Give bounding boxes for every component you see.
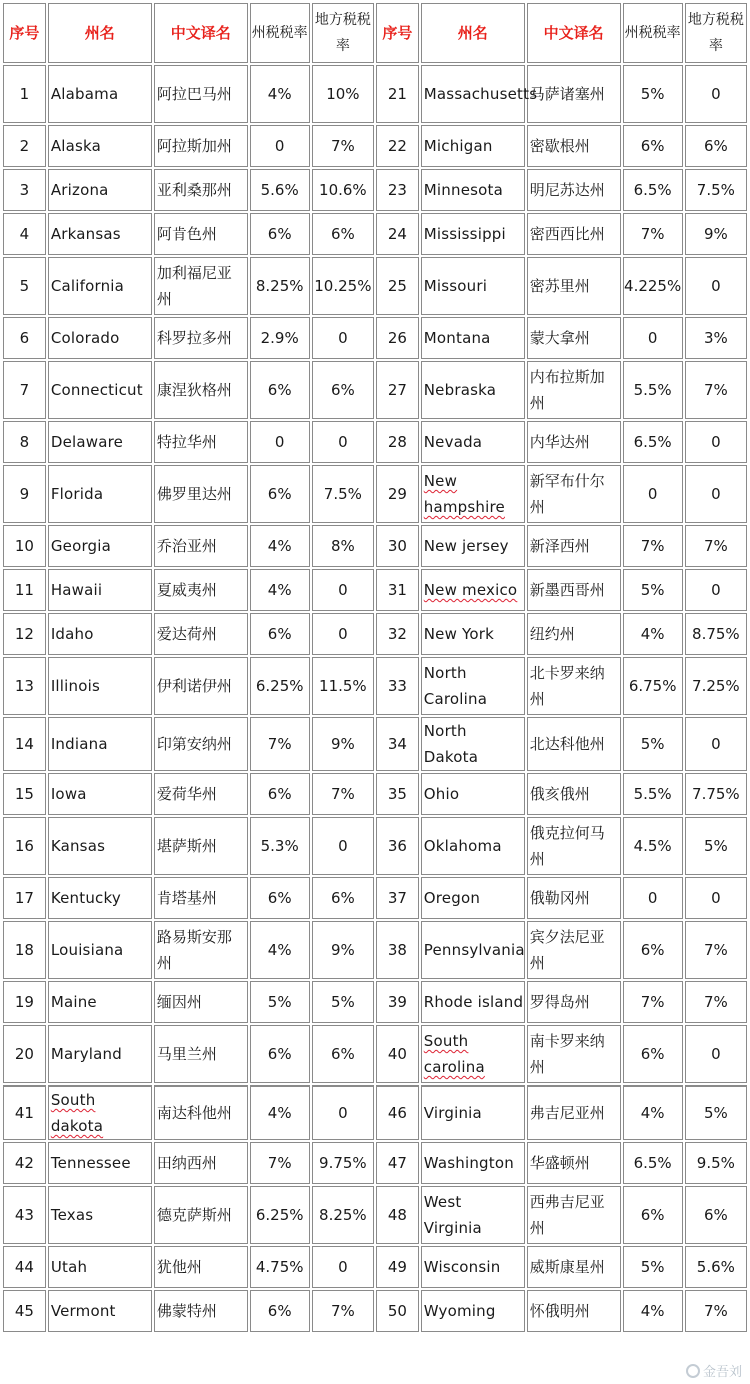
header-state: 州名 (48, 3, 152, 63)
cell-state: Missouri (421, 257, 525, 315)
cell-state: Idaho (48, 613, 152, 655)
cell-chinese: 路易斯安那州 (154, 921, 248, 979)
cell-state-tax: 6% (250, 1025, 310, 1083)
cell-state: South dakota (48, 1085, 152, 1140)
cell-index: 43 (3, 1186, 46, 1244)
cell-state: Maine (48, 981, 152, 1023)
cell-local-tax: 0 (312, 421, 374, 463)
cell-chinese: 佛蒙特州 (154, 1290, 248, 1332)
cell-chinese: 乔治亚州 (154, 525, 248, 567)
cell-chinese: 密苏里州 (527, 257, 621, 315)
cell-local-tax: 11.5% (312, 657, 374, 715)
cell-chinese: 新泽西州 (527, 525, 621, 567)
cell-local-tax: 10.6% (312, 169, 374, 211)
cell-index: 12 (3, 613, 46, 655)
cell-chinese: 犹他州 (154, 1246, 248, 1288)
cell-index: 1 (3, 65, 46, 123)
cell-chinese: 南卡罗来纳州 (527, 1025, 621, 1083)
cell-local-tax: 0 (685, 717, 747, 771)
cell-index: 25 (376, 257, 419, 315)
cell-index: 14 (3, 717, 46, 771)
cell-index: 18 (3, 921, 46, 979)
cell-chinese: 阿拉巴马州 (154, 65, 248, 123)
cell-index: 21 (376, 65, 419, 123)
cell-chinese: 肯塔基州 (154, 877, 248, 919)
cell-state-tax: 6% (623, 1025, 683, 1083)
header-chinese: 中文译名 (154, 3, 248, 63)
cell-local-tax: 0 (685, 65, 747, 123)
cell-local-tax: 9% (685, 213, 747, 255)
cell-chinese: 内华达州 (527, 421, 621, 463)
cell-local-tax: 6% (685, 1186, 747, 1244)
cell-state: New jersey (421, 525, 525, 567)
cell-state-tax: 4.5% (623, 817, 683, 875)
cell-state-tax: 4% (623, 613, 683, 655)
cell-chinese: 马萨诸塞州 (527, 65, 621, 123)
cell-state: West Virginia (421, 1186, 525, 1244)
cell-index: 32 (376, 613, 419, 655)
cell-local-tax: 0 (312, 569, 374, 611)
cell-local-tax: 0 (312, 317, 374, 359)
cell-state: Tennessee (48, 1142, 152, 1184)
cell-index: 40 (376, 1025, 419, 1083)
cell-index: 6 (3, 317, 46, 359)
cell-state-tax: 5% (623, 1246, 683, 1288)
cell-state: Colorado (48, 317, 152, 359)
table-row (3, 717, 747, 771)
cell-state-tax: 6.25% (250, 657, 310, 715)
cell-index: 36 (376, 817, 419, 875)
cell-index: 22 (376, 125, 419, 167)
cell-state-tax: 6% (623, 921, 683, 979)
cell-index: 24 (376, 213, 419, 255)
cell-index: 29 (376, 465, 419, 523)
cell-state-tax: 6.5% (623, 421, 683, 463)
cell-local-tax: 0 (312, 817, 374, 875)
cell-state-tax: 6% (250, 1290, 310, 1332)
watermark-text: 金吾刘 (702, 1365, 742, 1380)
table-row (3, 1025, 747, 1083)
cell-state: Connecticut (48, 361, 152, 419)
cell-state: Florida (48, 465, 152, 523)
cell-index: 46 (376, 1085, 419, 1140)
cell-index: 5 (3, 257, 46, 315)
cell-state: Ohio (421, 773, 525, 815)
cell-index: 10 (3, 525, 46, 567)
cell-local-tax: 9.5% (685, 1142, 747, 1184)
cell-chinese: 印第安纳州 (154, 717, 248, 771)
cell-local-tax: 5% (685, 817, 747, 875)
cell-state: Kentucky (48, 877, 152, 919)
table-header-row (3, 3, 747, 63)
cell-state-tax: 4% (250, 525, 310, 567)
cell-local-tax: 0 (312, 1246, 374, 1288)
table-row (3, 1186, 747, 1244)
cell-state-tax: 5% (250, 981, 310, 1023)
cell-local-tax: 7% (685, 921, 747, 979)
cell-state-tax: 5.3% (250, 817, 310, 875)
cell-state-tax: 4.225% (623, 257, 683, 315)
cell-chinese: 纽约州 (527, 613, 621, 655)
table-row (3, 421, 747, 463)
cell-chinese: 密歇根州 (527, 125, 621, 167)
cell-local-tax: 9.75% (312, 1142, 374, 1184)
cell-index: 50 (376, 1290, 419, 1332)
cell-local-tax: 0 (685, 877, 747, 919)
cell-local-tax: 7.5% (312, 465, 374, 523)
cell-local-tax: 7.25% (685, 657, 747, 715)
cell-chinese: 华盛顿州 (527, 1142, 621, 1184)
cell-index: 7 (3, 361, 46, 419)
cell-local-tax: 5% (685, 1085, 747, 1140)
table-row (3, 257, 747, 315)
cell-state: Louisiana (48, 921, 152, 979)
cell-chinese: 新墨西哥州 (527, 569, 621, 611)
sales-tax-table (1, 1, 749, 1334)
header-local-tax: 地方税税率 (685, 3, 747, 63)
cell-chinese: 南达科他州 (154, 1085, 248, 1140)
watermark (686, 1361, 742, 1380)
cell-state: Illinois (48, 657, 152, 715)
cell-state-tax: 6% (250, 465, 310, 523)
cell-state: Arkansas (48, 213, 152, 255)
header-index: 序号 (3, 3, 46, 63)
cell-chinese: 阿肯色州 (154, 213, 248, 255)
cell-local-tax: 0 (312, 613, 374, 655)
cell-state: Oklahoma (421, 817, 525, 875)
cell-state-tax: 0 (623, 465, 683, 523)
table-row (3, 773, 747, 815)
cell-local-tax: 0 (685, 465, 747, 523)
cell-index: 20 (3, 1025, 46, 1083)
cell-state-tax: 6.25% (250, 1186, 310, 1244)
cell-state: Virginia (421, 1085, 525, 1140)
table-row (3, 817, 747, 875)
cell-index: 11 (3, 569, 46, 611)
table-row (3, 613, 747, 655)
cell-index: 33 (376, 657, 419, 715)
cell-chinese: 明尼苏达州 (527, 169, 621, 211)
cell-state-tax: 7% (250, 717, 310, 771)
cell-state-tax: 5% (623, 65, 683, 123)
cell-local-tax: 5% (312, 981, 374, 1023)
cell-state-tax: 6.5% (623, 169, 683, 211)
cell-state: Vermont (48, 1290, 152, 1332)
cell-chinese: 罗得岛州 (527, 981, 621, 1023)
cell-local-tax: 9% (312, 921, 374, 979)
cell-index: 13 (3, 657, 46, 715)
cell-chinese: 怀俄明州 (527, 1290, 621, 1332)
cell-local-tax: 7% (312, 773, 374, 815)
cell-index: 19 (3, 981, 46, 1023)
cell-chinese: 俄勒冈州 (527, 877, 621, 919)
cell-local-tax: 0 (685, 1025, 747, 1083)
cell-local-tax: 7% (312, 1290, 374, 1332)
cell-chinese: 北卡罗来纳州 (527, 657, 621, 715)
cell-index: 35 (376, 773, 419, 815)
cell-state-tax: 7% (250, 1142, 310, 1184)
cell-state: Arizona (48, 169, 152, 211)
cell-state: Texas (48, 1186, 152, 1244)
table-row (3, 877, 747, 919)
cell-state-tax: 4% (623, 1290, 683, 1332)
cell-index: 47 (376, 1142, 419, 1184)
table-row (3, 361, 747, 419)
cell-state-tax: 4% (250, 1085, 310, 1140)
cell-state: New mexico (421, 569, 525, 611)
cell-local-tax: 6% (312, 1025, 374, 1083)
cell-state-tax: 6.75% (623, 657, 683, 715)
cell-index: 42 (3, 1142, 46, 1184)
cell-state: New York (421, 613, 525, 655)
cell-index: 23 (376, 169, 419, 211)
cell-state-tax: 6% (250, 213, 310, 255)
cell-state: Washington (421, 1142, 525, 1184)
cell-state-tax: 5.5% (623, 361, 683, 419)
cell-chinese: 特拉华州 (154, 421, 248, 463)
cell-state: California (48, 257, 152, 315)
cell-state: Indiana (48, 717, 152, 771)
cell-index: 15 (3, 773, 46, 815)
header-chinese: 中文译名 (527, 3, 621, 63)
cell-state: Iowa (48, 773, 152, 815)
cell-index: 44 (3, 1246, 46, 1288)
cell-state: Minnesota (421, 169, 525, 211)
cell-state: Delaware (48, 421, 152, 463)
cell-chinese: 俄亥俄州 (527, 773, 621, 815)
table-row (3, 921, 747, 979)
cell-local-tax: 0 (312, 1085, 374, 1140)
cell-chinese: 内布拉斯加州 (527, 361, 621, 419)
table-row (3, 1290, 747, 1332)
table-row (3, 465, 747, 523)
cell-state-tax: 8.25% (250, 257, 310, 315)
cell-state: Georgia (48, 525, 152, 567)
cell-local-tax: 6% (312, 877, 374, 919)
cell-state: Pennsylvania (421, 921, 525, 979)
cell-state-tax: 6% (250, 773, 310, 815)
cell-state-tax: 5.5% (623, 773, 683, 815)
cell-index: 38 (376, 921, 419, 979)
cell-chinese: 科罗拉多州 (154, 317, 248, 359)
cell-state-tax: 6% (250, 613, 310, 655)
table-row (3, 525, 747, 567)
cell-state: Alabama (48, 65, 152, 123)
cell-state: Wyoming (421, 1290, 525, 1332)
cell-state-tax: 0 (623, 877, 683, 919)
cell-local-tax: 3% (685, 317, 747, 359)
cell-state: Mississippi (421, 213, 525, 255)
cell-state-tax: 5.6% (250, 169, 310, 211)
cell-chinese: 爱达荷州 (154, 613, 248, 655)
cell-state-tax: 0 (623, 317, 683, 359)
cell-local-tax: 7.75% (685, 773, 747, 815)
cell-index: 28 (376, 421, 419, 463)
cell-index: 26 (376, 317, 419, 359)
cell-state-tax: 6% (623, 1186, 683, 1244)
cell-index: 2 (3, 125, 46, 167)
cell-local-tax: 6% (312, 361, 374, 419)
table-row (3, 1142, 747, 1184)
cell-local-tax: 7% (685, 525, 747, 567)
cell-local-tax: 8.75% (685, 613, 747, 655)
cell-local-tax: 7.5% (685, 169, 747, 211)
header-local-tax: 地方税税率 (312, 3, 374, 63)
cell-chinese: 威斯康星州 (527, 1246, 621, 1288)
table-body (3, 65, 747, 1332)
cell-local-tax: 7% (685, 1290, 747, 1332)
cell-index: 48 (376, 1186, 419, 1244)
cell-state: Utah (48, 1246, 152, 1288)
table-row (3, 125, 747, 167)
cell-local-tax: 7% (312, 125, 374, 167)
table-row (3, 1246, 747, 1288)
cell-state-tax: 6% (250, 877, 310, 919)
cell-index: 17 (3, 877, 46, 919)
cell-state: North Dakota (421, 717, 525, 771)
cell-state: New hampshire (421, 465, 525, 523)
cell-state-tax: 5% (623, 717, 683, 771)
cell-index: 31 (376, 569, 419, 611)
cell-state: North Carolina (421, 657, 525, 715)
cell-state-tax: 4.75% (250, 1246, 310, 1288)
cell-index: 34 (376, 717, 419, 771)
table-row (3, 213, 747, 255)
cell-state: Wisconsin (421, 1246, 525, 1288)
cell-chinese: 田纳西州 (154, 1142, 248, 1184)
header-index: 序号 (376, 3, 419, 63)
cell-chinese: 阿拉斯加州 (154, 125, 248, 167)
cell-state-tax: 6% (623, 125, 683, 167)
cell-state: Maryland (48, 1025, 152, 1083)
table-row (3, 169, 747, 211)
cell-state-tax: 5% (623, 569, 683, 611)
header-state-tax: 州税税率 (623, 3, 683, 63)
watermark-logo-icon (686, 1364, 700, 1378)
cell-local-tax: 8.25% (312, 1186, 374, 1244)
cell-state-tax: 7% (623, 981, 683, 1023)
cell-state-tax: 4% (250, 569, 310, 611)
cell-state-tax: 4% (250, 921, 310, 979)
cell-local-tax: 6% (312, 213, 374, 255)
table-row (3, 1085, 747, 1140)
cell-index: 27 (376, 361, 419, 419)
cell-state-tax: 0 (250, 421, 310, 463)
cell-chinese: 北达科他州 (527, 717, 621, 771)
cell-index: 30 (376, 525, 419, 567)
cell-local-tax: 7% (685, 361, 747, 419)
cell-chinese: 爱荷华州 (154, 773, 248, 815)
cell-local-tax: 10.25% (312, 257, 374, 315)
cell-state: Rhode island (421, 981, 525, 1023)
cell-index: 8 (3, 421, 46, 463)
cell-state-tax: 0 (250, 125, 310, 167)
table-row (3, 65, 747, 123)
cell-state: Nebraska (421, 361, 525, 419)
cell-state: Nevada (421, 421, 525, 463)
cell-index: 45 (3, 1290, 46, 1332)
cell-state-tax: 6.5% (623, 1142, 683, 1184)
cell-index: 39 (376, 981, 419, 1023)
cell-chinese: 亚利桑那州 (154, 169, 248, 211)
cell-chinese: 西弗吉尼亚州 (527, 1186, 621, 1244)
cell-index: 4 (3, 213, 46, 255)
cell-local-tax: 8% (312, 525, 374, 567)
cell-local-tax: 0 (685, 569, 747, 611)
cell-chinese: 伊利诺伊州 (154, 657, 248, 715)
cell-state-tax: 7% (623, 525, 683, 567)
cell-state-tax: 4% (623, 1085, 683, 1140)
cell-chinese: 宾夕法尼亚州 (527, 921, 621, 979)
cell-chinese: 俄克拉何马州 (527, 817, 621, 875)
cell-state: Michigan (421, 125, 525, 167)
cell-local-tax: 9% (312, 717, 374, 771)
cell-chinese: 密西西比州 (527, 213, 621, 255)
cell-chinese: 加利福尼亚州 (154, 257, 248, 315)
cell-local-tax: 0 (685, 421, 747, 463)
cell-chinese: 缅因州 (154, 981, 248, 1023)
cell-chinese: 新罕布什尔州 (527, 465, 621, 523)
cell-chinese: 佛罗里达州 (154, 465, 248, 523)
header-state: 州名 (421, 3, 525, 63)
cell-local-tax: 6% (685, 125, 747, 167)
table-row (3, 981, 747, 1023)
cell-state: Hawaii (48, 569, 152, 611)
cell-state: Kansas (48, 817, 152, 875)
cell-index: 3 (3, 169, 46, 211)
cell-chinese: 堪萨斯州 (154, 817, 248, 875)
cell-local-tax: 7% (685, 981, 747, 1023)
cell-state-tax: 6% (250, 361, 310, 419)
table-row (3, 317, 747, 359)
cell-chinese: 马里兰州 (154, 1025, 248, 1083)
cell-index: 16 (3, 817, 46, 875)
header-state-tax: 州税税率 (250, 3, 310, 63)
table-row (3, 657, 747, 715)
cell-state: South carolina (421, 1025, 525, 1083)
cell-index: 49 (376, 1246, 419, 1288)
cell-state: Oregon (421, 877, 525, 919)
cell-local-tax: 0 (685, 257, 747, 315)
cell-state: Massachusetts (421, 65, 525, 123)
cell-index: 9 (3, 465, 46, 523)
cell-index: 41 (3, 1085, 46, 1140)
cell-index: 37 (376, 877, 419, 919)
cell-state-tax: 4% (250, 65, 310, 123)
cell-local-tax: 5.6% (685, 1246, 747, 1288)
cell-chinese: 康涅狄格州 (154, 361, 248, 419)
cell-chinese: 夏威夷州 (154, 569, 248, 611)
cell-chinese: 德克萨斯州 (154, 1186, 248, 1244)
cell-state-tax: 7% (623, 213, 683, 255)
cell-chinese: 蒙大拿州 (527, 317, 621, 359)
cell-local-tax: 10% (312, 65, 374, 123)
cell-state-tax: 2.9% (250, 317, 310, 359)
table-row (3, 569, 747, 611)
cell-chinese: 弗吉尼亚州 (527, 1085, 621, 1140)
cell-state: Montana (421, 317, 525, 359)
cell-state: Alaska (48, 125, 152, 167)
